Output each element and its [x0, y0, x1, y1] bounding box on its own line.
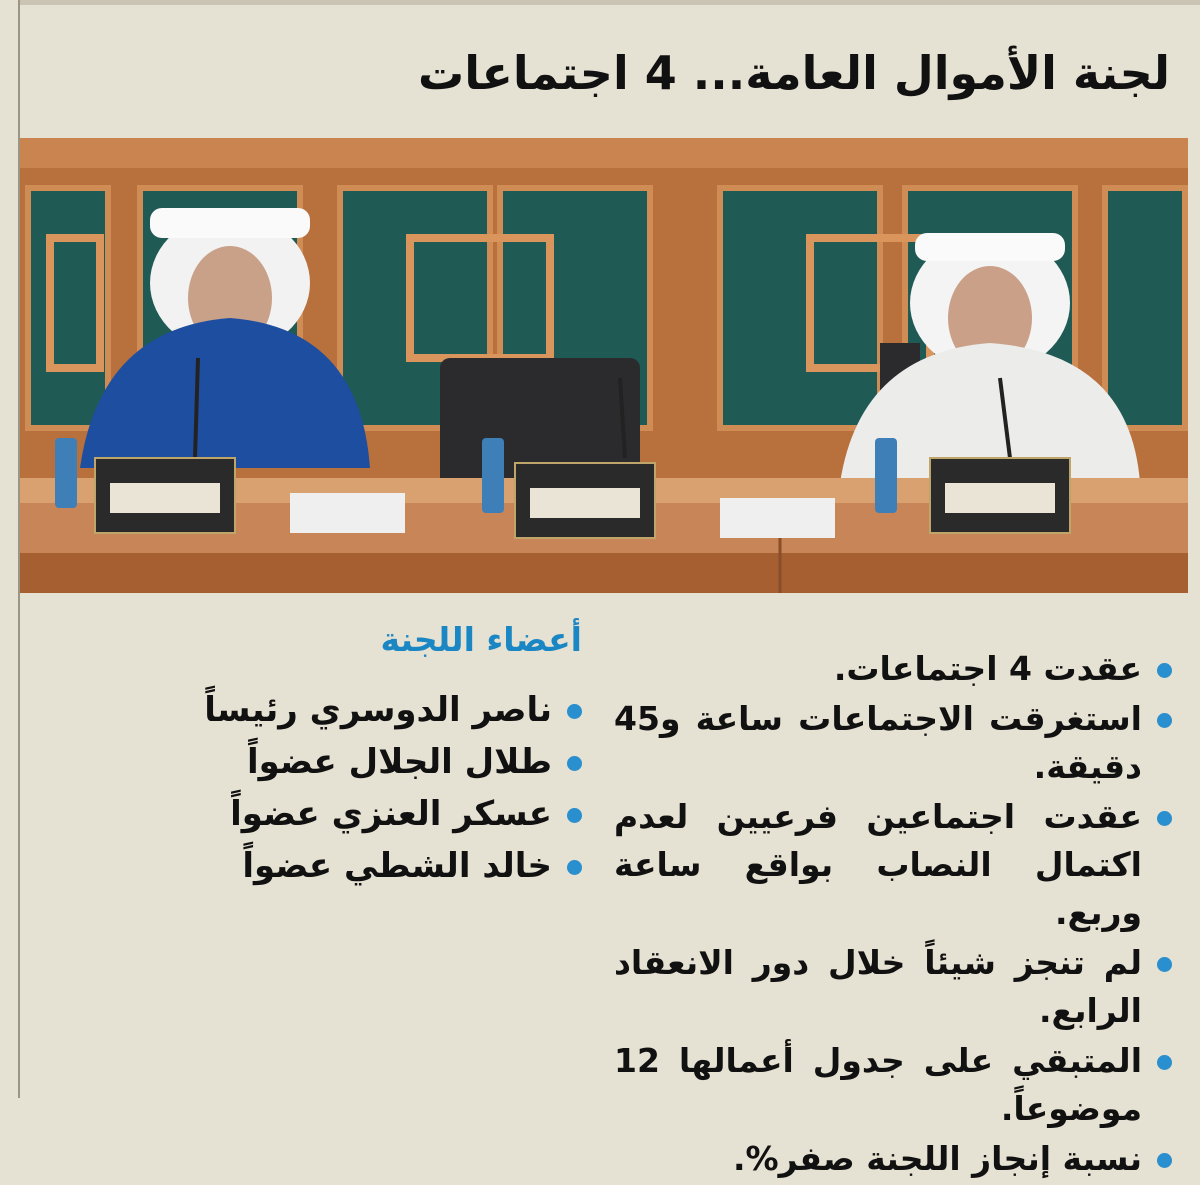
bullet-dot-icon	[1157, 957, 1172, 972]
fact-item	[614, 645, 1174, 693]
bullet-dot-icon	[1157, 811, 1172, 826]
committee-meeting-photo	[20, 138, 1188, 593]
members-heading: أعضاء اللجنة	[380, 620, 582, 659]
bullet-dot-icon	[1157, 1153, 1172, 1168]
member-item	[180, 790, 590, 842]
fact-text: استغرقت الاجتماعات ساعة و45 دقيقة.	[614, 699, 1142, 786]
fact-item	[614, 1037, 1174, 1133]
bullet-dot-icon	[567, 808, 582, 823]
article-headline: لجنة الأموال العامة... 4 اجتماعات	[417, 46, 1170, 100]
fact-text: عقدت 4 اجتماعات.	[833, 649, 1142, 688]
member-item	[180, 842, 590, 894]
fact-item	[614, 695, 1174, 791]
committee-facts-list	[614, 645, 1174, 1185]
bullet-dot-icon	[567, 860, 582, 875]
member-text: عسكر العنزي عضواً	[230, 794, 552, 834]
fact-text: لم تنجز شيئاً خلال دور الانعقاد الرابع.	[614, 943, 1142, 1030]
bullet-dot-icon	[1157, 1055, 1172, 1070]
fact-item	[614, 793, 1174, 937]
committee-members-section	[180, 620, 590, 894]
member-item	[180, 686, 590, 738]
fact-text: المتبقي على جدول أعمالها 12 موضوعاً.	[614, 1041, 1142, 1128]
bullet-dot-icon	[1157, 713, 1172, 728]
fact-text: عقدت اجتماعين فرعيين لعدم اكتمال النصاب بواقع ساعة وربع.	[614, 797, 1142, 932]
member-item	[180, 738, 590, 790]
bullet-dot-icon	[1157, 663, 1172, 678]
member-text: ناصر الدوسري رئيساً	[204, 690, 552, 730]
fact-item	[614, 939, 1174, 1035]
member-text: خالد الشطي عضواً	[242, 846, 552, 886]
fact-text: نسبة إنجاز اللجنة صفر%.	[732, 1139, 1142, 1178]
bullet-dot-icon	[567, 756, 582, 771]
fact-item	[614, 1135, 1174, 1183]
bullet-dot-icon	[567, 704, 582, 719]
page-top-rule	[18, 0, 1200, 5]
member-text: طلال الجلال عضواً	[247, 742, 552, 782]
